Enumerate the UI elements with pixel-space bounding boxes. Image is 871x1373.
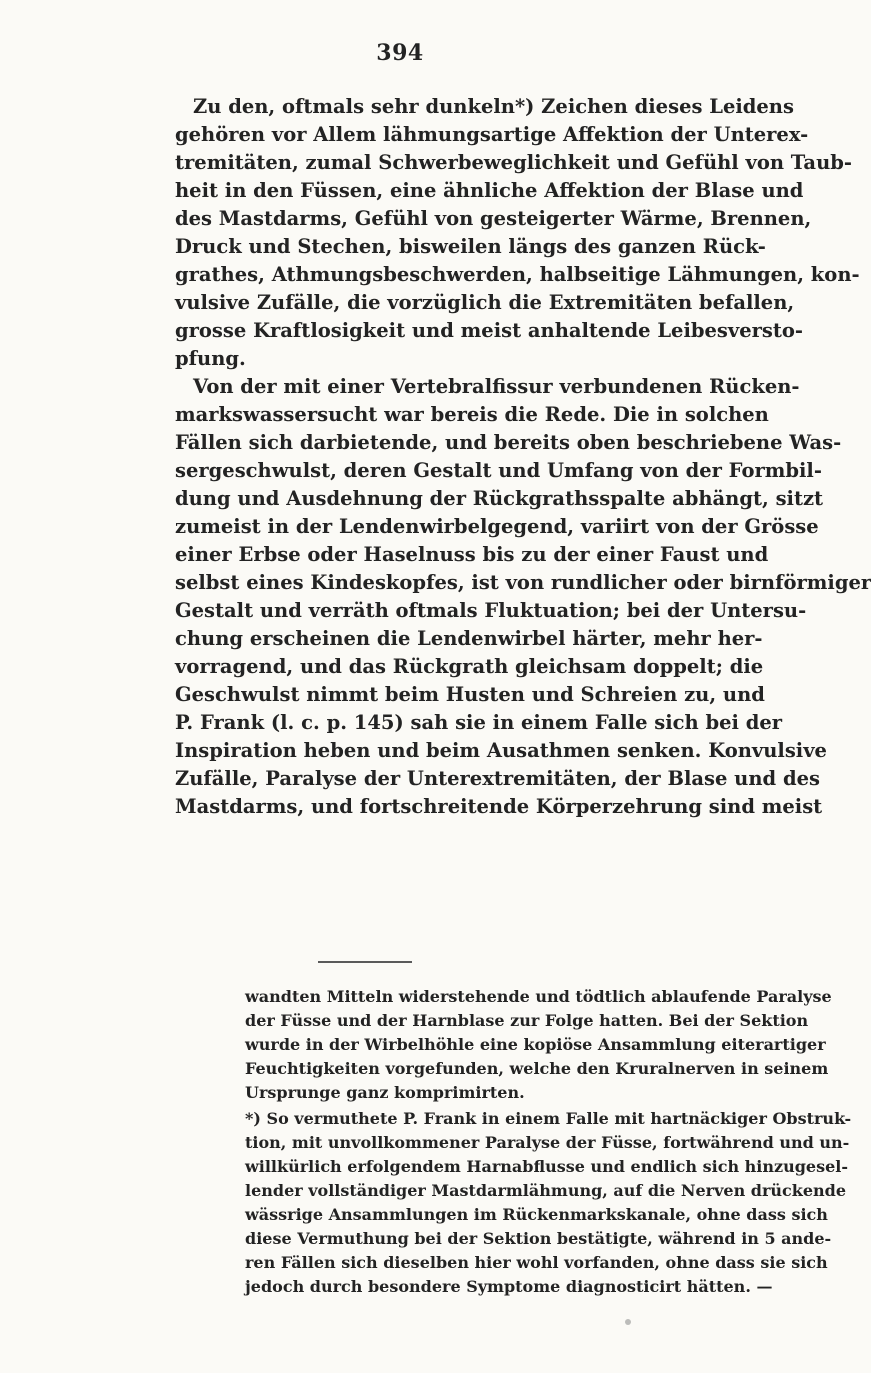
text-line: zumeist in der Lendenwirbelgegend, variirt von der Grösse: [175, 515, 819, 538]
text-line: gehören vor Allem lähmungsartige Affektion der Unterex-: [175, 123, 809, 146]
page-number: 394: [376, 40, 424, 66]
text-line: vorragend, und das Rückgrath gleichsam doppelt; die: [175, 655, 764, 678]
footnote-line: der Füsse und der Harnblase zur Folge hatten. Bei der Sektion: [245, 1011, 809, 1030]
text-line: P. Frank (l. c. p. 145) sah sie in einem Falle sich bei der: [175, 711, 783, 734]
text-line: grosse Kraftlosigkeit und meist anhaltende Leibesversto-: [175, 319, 803, 342]
text-line: Von der mit einer Vertebralfissur verbundenen Rücken-: [193, 375, 800, 398]
text-line: dung und Ausdehnung der Rückgrathsspalte abhängt, sitzt: [175, 487, 824, 510]
footnote-line: wässrige Ansammlungen im Rückenmarkskanale, ohne dass sich: [245, 1205, 828, 1224]
text-line: Zufälle, Paralyse der Unterextremitäten, der Blase und des: [175, 767, 820, 790]
footnote-line: wandten Mitteln widerstehende und tödtlich ablaufende Paralyse: [245, 987, 832, 1006]
footnote-line: Feuchtigkeiten vorgefunden, welche den Kruralnerven in seinem: [245, 1059, 829, 1078]
text-line: pfung.: [175, 347, 246, 370]
text-line: einer Erbse oder Haselnuss bis zu der einer Faust und: [175, 543, 769, 566]
text-line: Fällen sich darbietende, und bereits oben beschriebene Was-: [175, 431, 842, 454]
footnote-rule: [318, 961, 412, 963]
text-line: vulsive Zufälle, die vorzüglich die Extremitäten befallen,: [175, 291, 795, 314]
footnote-line: jedoch durch besondere Symptome diagnosticirt hätten. —: [245, 1277, 773, 1296]
footnote-line: ren Fällen sich dieselben hier wohl vorfanden, ohne dass sie sich: [245, 1253, 828, 1272]
footnote-line: *) So vermuthete P. Frank in einem Falle mit hartnäckiger Obstruk-: [245, 1109, 852, 1128]
text-line: Mastdarms, und fortschreitende Körperzehrung sind meist: [175, 795, 823, 818]
footnote-line: Ursprunge ganz komprimirten.: [245, 1083, 525, 1102]
text-line: chung erscheinen die Lendenwirbel härter, mehr her-: [175, 627, 763, 650]
text-line: Inspiration heben und beim Ausathmen senken. Konvulsive: [175, 739, 827, 762]
footnote-line: lender vollständiger Mastdarmlähmung, auf die Nerven drückende: [245, 1181, 847, 1200]
text-line: Geschwulst nimmt beim Husten und Schreien zu, und: [175, 683, 765, 706]
footnote-line: tion, mit unvollkommener Paralyse der Füsse, fortwährend und un-: [245, 1133, 850, 1152]
text-line: Druck und Stechen, bisweilen längs des ganzen Rück-: [175, 235, 766, 258]
text-line: Gestalt und verräth oftmals Fluktuation; bei der Untersu-: [175, 599, 807, 622]
text-line: des Mastdarms, Gefühl von gesteigerter Wärme, Brennen,: [175, 207, 812, 230]
text-line: Zu den, oftmals sehr dunkeln*) Zeichen dieses Leidens: [193, 95, 794, 118]
footnote-line: diese Vermuthung bei der Sektion bestätigte, während in 5 ande-: [245, 1229, 832, 1248]
text-line: markswassersucht war bereis die Rede. Die in solchen: [175, 403, 769, 426]
text-line: selbst eines Kindeskopfes, ist von rundlicher oder birnförmiger: [175, 571, 871, 594]
text-line: tremitäten, zumal Schwerbeweglichkeit und Gefühl von Taub-: [175, 151, 852, 174]
footnote-line: willkürlich erfolgendem Harnabflusse und endlich sich hinzugesel-: [245, 1157, 848, 1176]
paper-speck: [625, 1319, 631, 1325]
footnote-line: wurde in der Wirbelhöhle eine kopiöse Ansammlung eiterartiger: [245, 1035, 826, 1054]
text-line: grathes, Athmungsbeschwerden, halbseitige Lähmungen, kon-: [175, 263, 860, 286]
text-line: sergeschwulst, deren Gestalt und Umfang von der Formbil-: [175, 459, 822, 482]
text-line: heit in den Füssen, eine ähnliche Affektion der Blase und: [175, 179, 804, 202]
